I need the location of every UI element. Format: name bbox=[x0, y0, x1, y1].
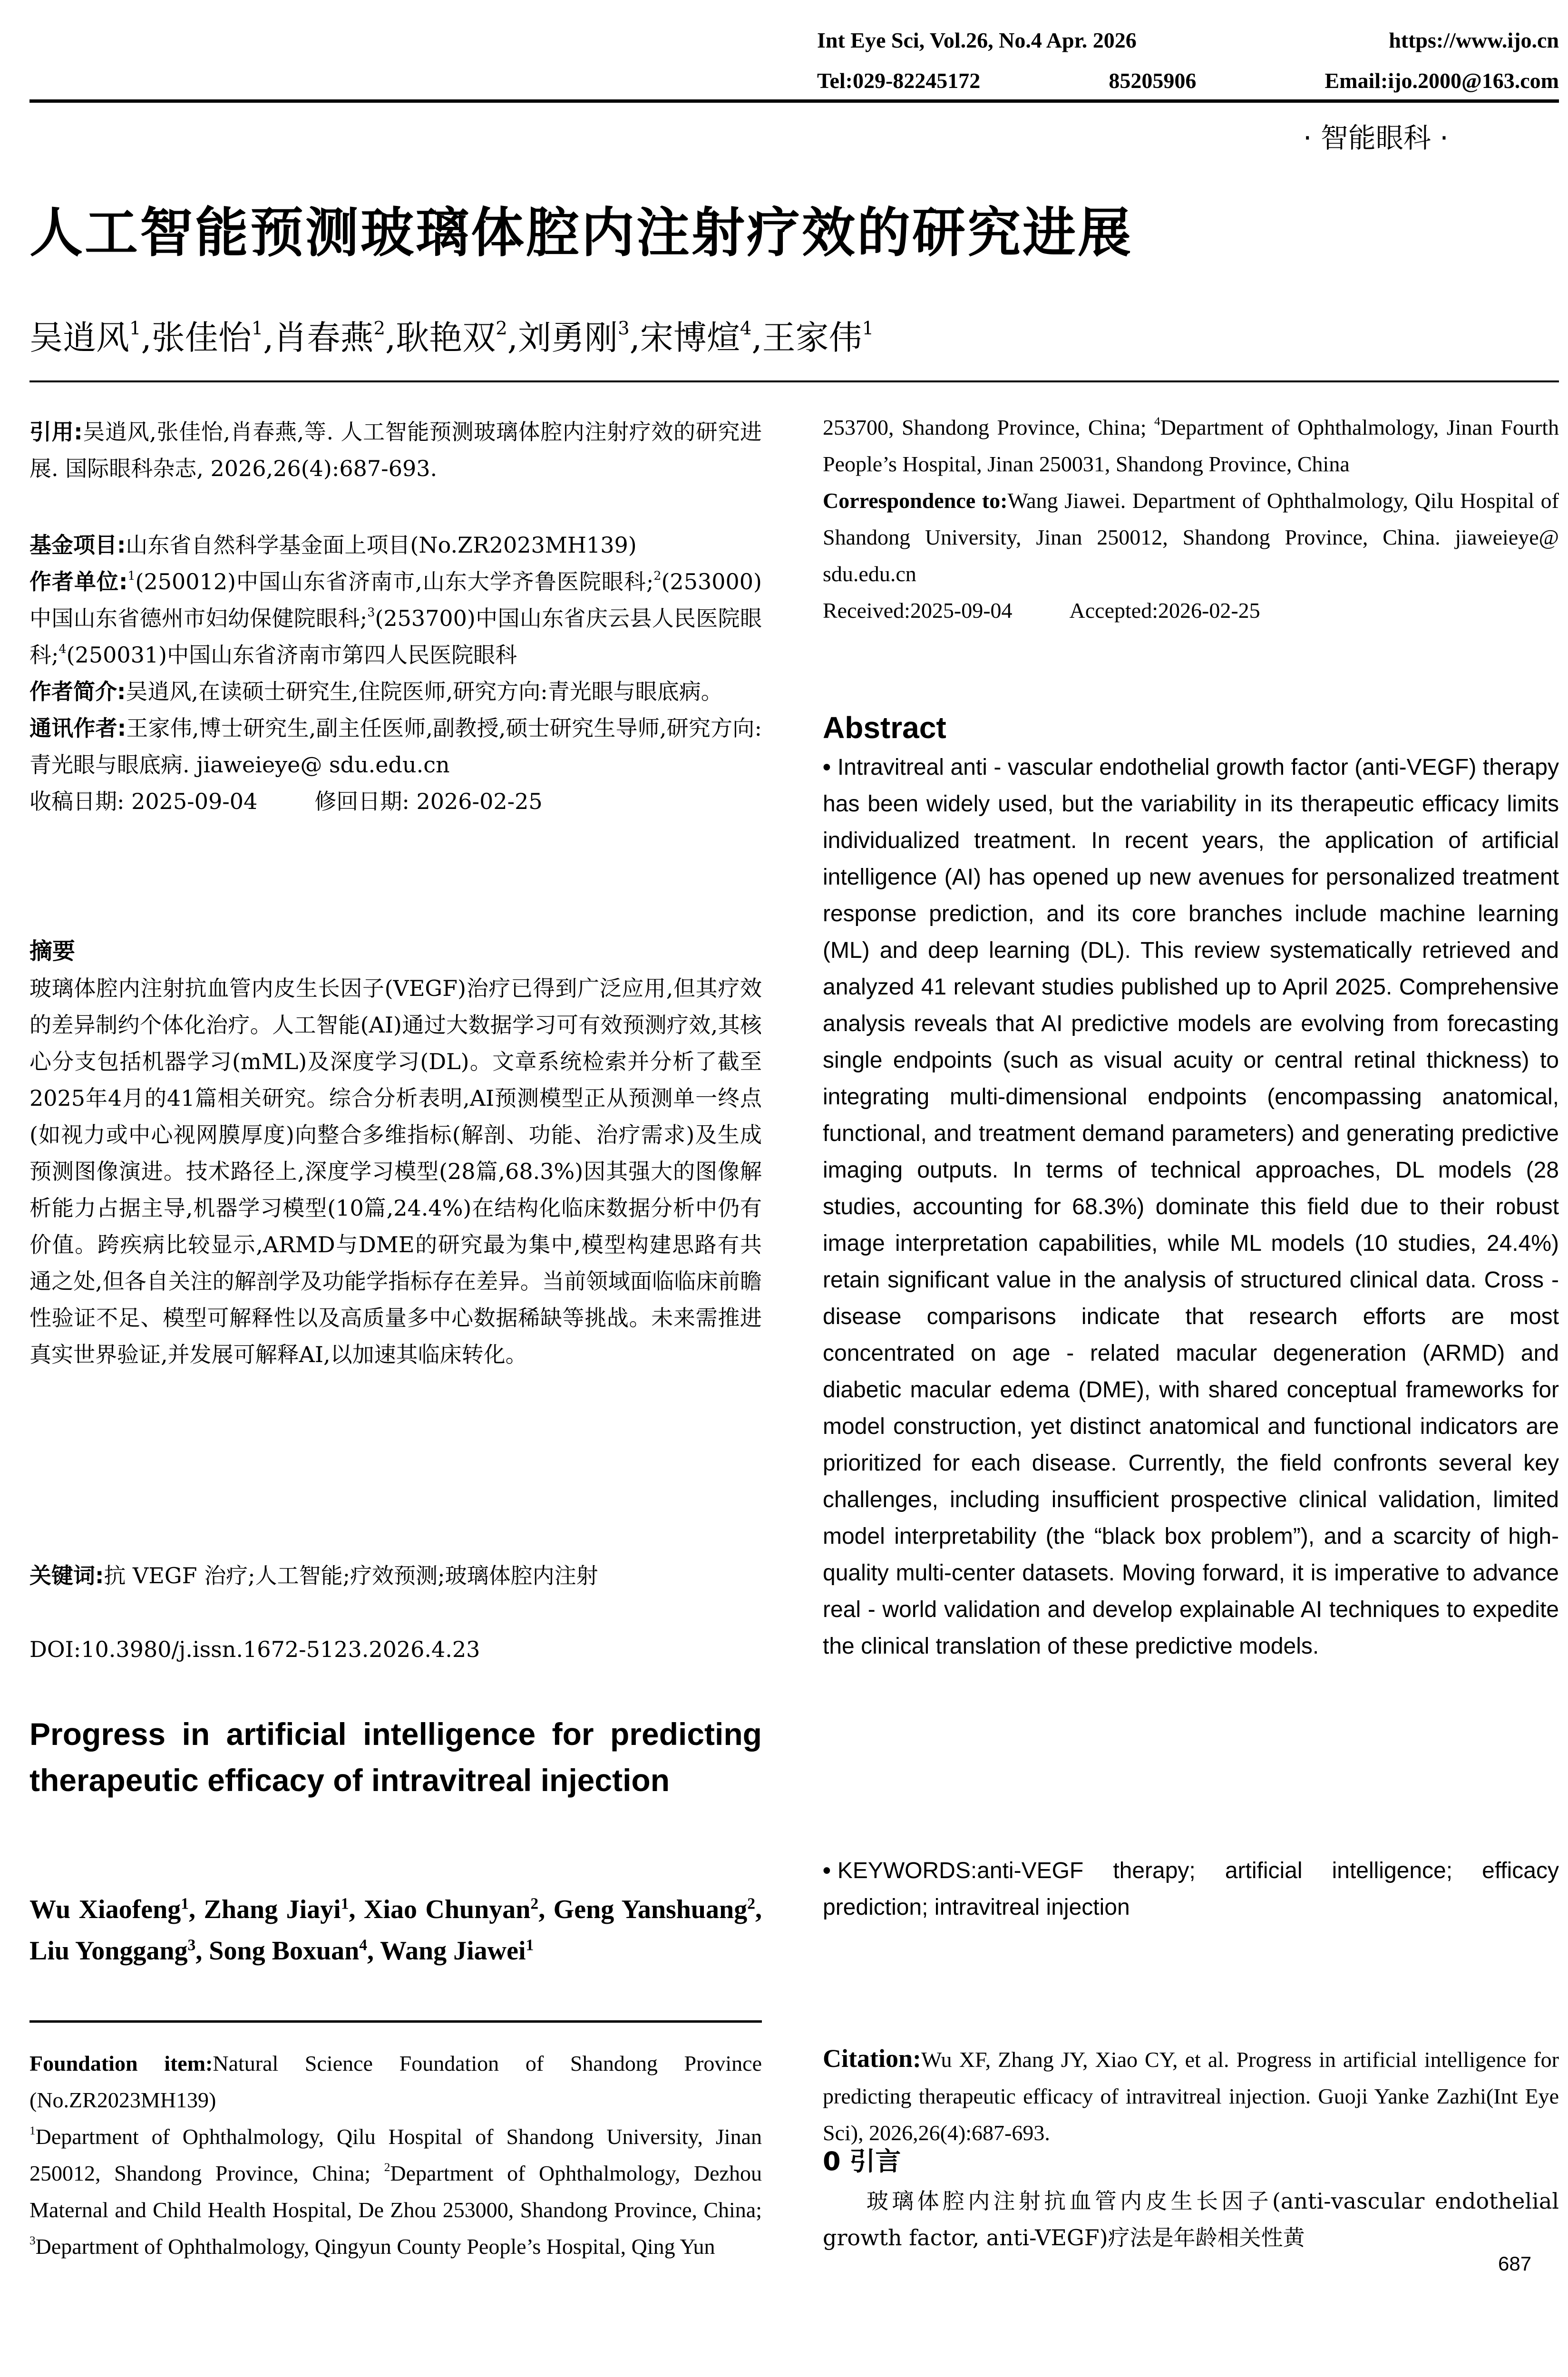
section-heading-intro: 0 引言 bbox=[823, 2146, 901, 2176]
citation-cn-text: 吴逍风,张佳怡,肖春燕,等. 人工智能预测玻璃体腔内注射疗效的研究进展. 国际眼科杂志, 2026,26(4):687-693. bbox=[29, 419, 762, 481]
correspondence-en: Correspondence to:Wang Jiawei. Department of Ophthalmology, Qilu Hospital of Shandong University, Jinan 250012, Shandong Province, China. jiaweieye@ sdu.edu.cn bbox=[823, 488, 1559, 586]
author-en: Geng Yanshuang$^2$ bbox=[553, 1894, 756, 1924]
abstract-en-body: • Intravitreal anti - vascular endothelial growth factor (anti-VEGF) therapy has been widely used, but the variability in its therapeutic efficacy limits individualized treatment. In recent years, the application of artificial intelligence (AI) has opened up new avenues for personalized treatment response prediction, and its core branches include machine learning (ML) and deep learning (DL). This review systematically retrieved and analyzed 41 relevant studies published up to April 2025. Comprehensive analysis reveals that AI predictive models are evolving from forecasting single endpoints (such as visual acuity or central retinal thickness) to integrating multi-dimensional endpoints (encompassing anatomical, functional, and treatment demand parameters) and generating predictive imaging outputs. In terms of technical approaches, DL models (28 studies, accounting for 68.3%) dominate this field due to their robust image interpretation capabilities, while ML models (10 studies, 24.4%) retain significant value in the analysis of structured clinical data. Cross - disease comparisons indicate that research efforts are most concentrated on age - related macular degeneration (ARMD) and diabetic macular edema (DME), with shared conceptual frameworks for model construction, yet distinct anatomical and functional indicators are prioritized for each disease. Currently, the field confronts several key challenges, including insufficient prospective clinical validation, limited model interpretability (the “black box problem”), and a scarcity of high-quality multi-center datasets. Moving forward, it is imperative to advance real - world validation and develop explainable AI techniques to expedite the clinical translation of these predictive models. bbox=[823, 755, 1559, 1659]
running-header-line-1 bbox=[817, 26, 1559, 55]
journal-tel-2: 85205906 bbox=[1109, 68, 1197, 93]
keywords-cn: 关键词:抗 VEGF 治疗;人工智能;疗效预测;玻璃体腔内注射 bbox=[29, 1563, 598, 1588]
author-cn: 肖春燕$^2$ bbox=[273, 318, 386, 357]
dates-cn bbox=[29, 783, 762, 820]
journal-website-link[interactable]: https://www.ijo.cn bbox=[1389, 28, 1559, 52]
author-en: Zhang Jiayi$^1$ bbox=[204, 1894, 349, 1924]
journal-volume-info: Int Eye Sci, Vol.26, No.4 Apr. 2026 bbox=[817, 28, 1137, 52]
fund-info: 基金项目:山东省自然科学基金面上项目(No.ZR2023MH139) bbox=[29, 532, 637, 558]
author-cn: 刘勇刚$^3$ bbox=[518, 318, 630, 357]
journal-email-link[interactable]: Email:ijo.2000@163.com bbox=[1325, 68, 1559, 93]
intro-paragraph: 玻璃体腔内注射抗血管内皮生长因子(anti-vascular endothelial growth factor, anti-VEGF)疗法是年龄相关性黄 bbox=[823, 2188, 1559, 2250]
header-rule bbox=[29, 99, 1559, 103]
affiliations-cn: 作者单位:$^1$(250012)中国山东省济南市,山东大学齐鲁医院眼科;$^2$(253000)中国山东省德州市妇幼保健院眼科;$^3$(253700)中国山东省庆云县人民医院眼科;$^4$(250031)中国山东省济南市第四人民医院眼科 bbox=[29, 568, 762, 668]
citation-cn bbox=[29, 414, 762, 487]
article-title-en: Progress in artificial intelligence for predicting therapeutic efficacy of intravitreal injection bbox=[29, 1716, 762, 1798]
received-date-cn: 收稿日期: 2025-09-04 bbox=[29, 789, 258, 814]
author-cn: 张佳怡$^1$ bbox=[151, 318, 263, 357]
author-cn: 宋博煊$^4$ bbox=[640, 318, 752, 357]
bullet-icon: • bbox=[823, 755, 831, 780]
corresponding-author-cn: 通讯作者:王家伟,博士研究生,副主任医师,副教授,硕士研究生导师,研究方向:青光眼与眼底病. jiaweieye@ sdu.edu.cn bbox=[29, 715, 762, 778]
revised-date-cn: 修回日期: 2026-02-25 bbox=[314, 789, 543, 814]
citation-cn-label: 引用: bbox=[29, 419, 83, 445]
citation-en bbox=[823, 2040, 1559, 2151]
author-list-en: Wu Xiaofeng$^1$, Zhang Jiayi$^1$, Xiao Chunyan$^2$, Geng Yanshuang$^2$, Liu Yonggang$^3$, Song Boxuan$^4$, Wang Jiawei$^1$ bbox=[29, 1894, 762, 1966]
page-number: 687 bbox=[1498, 2252, 1532, 2275]
keywords-en: • KEYWORDS:anti-VEGF therapy; artificial intelligence; efficacy prediction; intravitreal injection bbox=[823, 1858, 1559, 1920]
author-cn: 耿艳双$^2$ bbox=[396, 318, 507, 357]
article-meta-cn bbox=[29, 527, 762, 820]
author-en: Xiao Chunyan$^2$ bbox=[363, 1894, 539, 1924]
dates-en bbox=[823, 592, 1559, 629]
bullet-icon: • bbox=[823, 1858, 831, 1883]
abstract-cn-heading: 摘要 bbox=[29, 938, 76, 964]
foundation-item: Foundation item:Natural Science Foundation of Shandong Province (No.ZR2023MH139) bbox=[29, 2051, 762, 2112]
citation-en-text: Wu XF, Zhang JY, Xiao CY, et al. Progress in artificial intelligence for predicting therapeutic efficacy of intravitreal injection. Guoji Yanke Zazhi(Int Eye Sci), 2026,26(4):687-693. bbox=[823, 2047, 1559, 2145]
running-header-line-2 bbox=[817, 67, 1559, 95]
author-en: Liu Yonggang$^3$ bbox=[29, 1936, 196, 1966]
foundation-and-affiliations-en bbox=[29, 2045, 762, 2265]
section-tag: · 智能眼科 · bbox=[1303, 122, 1449, 154]
journal-tel: Tel:029-82245172 bbox=[817, 68, 981, 93]
accepted-date-en: Accepted:2026-02-25 bbox=[1069, 598, 1260, 623]
affiliations-en: $^1$Department of Ophthalmology, Qilu Hospital of Shandong University, Jinan 250012, Shandong Province, China; $^2$Department of Ophthalmology, Dezhou Maternal and Child Health Hospital, De Zhou 253000, Shandong Province, China; $^3$Department of Ophthalmology, Qingyun County People’s Hospital, Qing Yun bbox=[29, 2124, 762, 2259]
footnote-rule bbox=[29, 2020, 762, 2023]
received-date-en: Received:2025-09-04 bbox=[823, 598, 1013, 623]
author-cn: 吴逍风$^1$ bbox=[29, 318, 141, 357]
author-bio: 作者简介:吴逍风,在读硕士研究生,住院医师,研究方向:青光眼与眼底病。 bbox=[29, 679, 723, 704]
abstract-cn-body: 玻璃体腔内注射抗血管内皮生长因子(VEGF)治疗已得到广泛应用,但其疗效的差异制约个体化治疗。人工智能(AI)通过大数据学习可有效预测疗效,其核心分支包括机器学习(mML)及深度学习(DL)。文章系统检索并分析了截至2025年4月的41篇相关研究。综合分析表明,AI预测模型正从预测单一终点(如视力或中心视网膜厚度)向整合多维指标(解剖、功能、治疗需求)及生成预测图像演进。技术路径上,深度学习模型(28篇,68.3%)因其强大的图像解析能力占据主导,机器学习模型(10篇,24.4%)在结构化临床数据分析中仍有价值。跨疾病比较显示,ARMD与DME的研究最为集中,模型构建思路有共通之处,但各自关注的解剖学及功能学指标存在差异。当前领域面临临床前瞻性验证不足、模型可解释性以及高质量多中心数据稀缺等挑战。未来需推进真实世界验证,并发展可解释AI,以加速其临床转化。 bbox=[29, 975, 762, 1367]
author-cn: 王家伟$^1$ bbox=[762, 318, 874, 357]
author-list-cn: 吴逍风$^1$,张佳怡$^1$,肖春燕$^2$,耿艳双$^2$,刘勇刚$^3$,宋博煊$^4$,王家伟$^1$ bbox=[29, 318, 874, 357]
affiliations-en-continued: 253700, Shandong Province, China; $^4$Department of Ophthalmology, Jinan Fourth People’s Hospital, Jinan 250031, Shandong Province, China Correspondence to:Wang Jiawei. Department of Ophthalmology, Qilu Hospital of Shandong University, Jinan 250012, Shandong Province, China. jiaweieye@ sdu.edu.cn Received:2025-09-04 Accepted:2026-02-25 bbox=[823, 409, 1559, 629]
title-rule bbox=[29, 380, 1559, 382]
article-title-cn: 人工智能预测玻璃体腔内注射疗效的研究进展 bbox=[29, 202, 1133, 264]
author-en: Wang Jiawei$^1$ bbox=[380, 1936, 534, 1966]
doi-link[interactable]: DOI:10.3980/j.issn.1672-5123.2026.4.23 bbox=[29, 1637, 480, 1662]
citation-en-label: Citation: bbox=[823, 2044, 921, 2073]
author-en: Wu Xiaofeng$^1$ bbox=[29, 1894, 189, 1924]
author-en: Song Boxuan$^4$ bbox=[209, 1936, 368, 1966]
abstract-en-heading: Abstract bbox=[823, 711, 946, 745]
